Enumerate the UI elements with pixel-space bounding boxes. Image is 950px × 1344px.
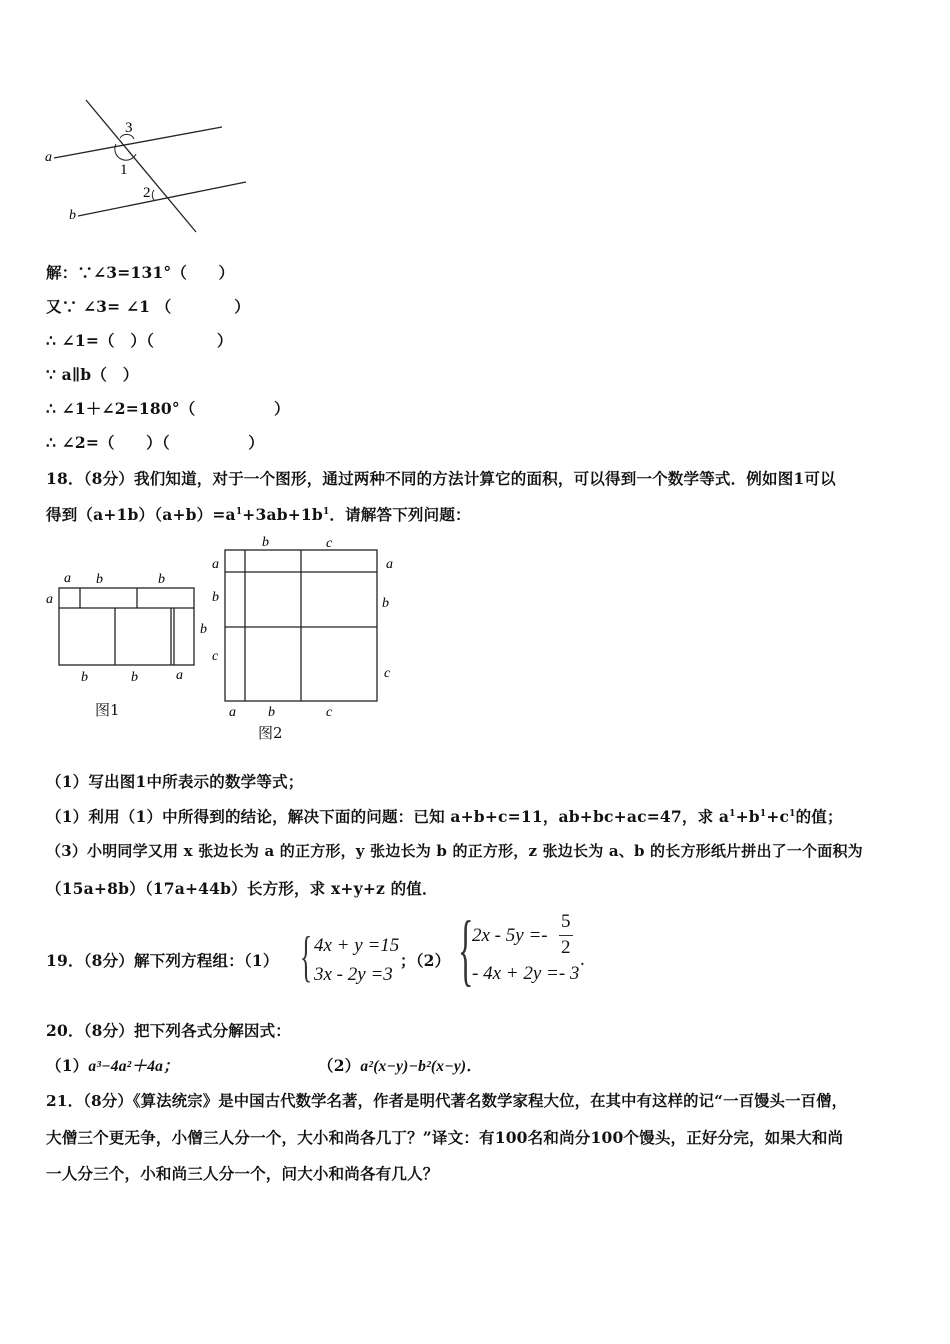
fig1-top-b1: b (96, 572, 103, 587)
q18-stem-line2 (46, 503, 471, 525)
q21-line1: 21．（8分）《算法统宗》是中国古代数学名著，作者是明代著名数学家程大位，在其中有这样的记“一百馒头一百僧， (46, 1092, 848, 1110)
q20-part1 (46, 1054, 179, 1076)
fig1-left-a: a (46, 592, 53, 607)
label-1: 1 (120, 162, 128, 178)
q18-sub2-sup2: 1 (759, 808, 767, 819)
q20-stem: 20．（8分）把下列各式分解因式： (46, 1021, 292, 1040)
fig2-bot-b: b (268, 705, 275, 720)
q21-line3: 一人分三个，小和尚三人分一个，问大小和尚各有几人？ (46, 1164, 439, 1183)
fig2-right-c: c (384, 666, 391, 681)
transversal (86, 100, 196, 232)
label-3: 3 (125, 120, 133, 136)
q18-l2-post: ．请解答下列问题： (329, 505, 471, 524)
q19-stem: 19．（8分）解下列方程组：（1） (46, 951, 279, 970)
fig1-caption: 图1 (95, 701, 120, 719)
proof-line-2: 又∵ ∠3= ∠1 （ ） (46, 297, 250, 316)
label-a: a (45, 150, 52, 165)
label-2: 2 (143, 185, 151, 201)
q18-sub3-line1: （3）小明同学又用 x 张边长为 a 的正方形，y 张边长为 b 的正方形，z 张边长为 a、b 的长方形纸片拼出了一个面积为 (46, 842, 863, 860)
q20-part2 (318, 1054, 482, 1076)
line-b (78, 182, 246, 216)
sys2-eq2: - 4x + 2y =- 3 (472, 963, 580, 984)
sys2-end: . (580, 949, 585, 970)
q18-stem-line1: 18．（8分）我们知道，对于一个图形，通过两种不同的方法计算它的面积，可以得到一个数学等式．例如图1可以 (46, 469, 836, 488)
q18-sub1: （1）写出图1中所表示的数学等式； (46, 772, 304, 791)
fig2-left-b: b (212, 590, 219, 605)
fig1-bot-b1: b (81, 670, 88, 685)
q18-l2-sup1: 1 (235, 506, 243, 517)
parallel-lines-figure (40, 95, 260, 240)
fig2-right-a: a (386, 557, 393, 572)
sys1-brace: { (300, 926, 313, 988)
proof-line-6: ∴ ∠2=（ ）（ ） (46, 433, 264, 452)
proof-line-5: ∴ ∠1＋∠2=180°（ ） (46, 399, 290, 418)
proof-line-1: 解：∵∠3=131°（ ） (46, 263, 235, 282)
q18-l2-pre: 得到（a+1b）（a+b）=a (46, 505, 236, 524)
q20-p2-label: （2） (318, 1056, 361, 1075)
fig1-top-a: a (64, 571, 71, 586)
proof-line-4: ∵ a∥b（ ） (46, 365, 139, 384)
q20-p1-label: （1） (46, 1056, 89, 1075)
q20-p2-expr: a²(x−y)−b²(x−y)． (360, 1058, 482, 1075)
q18-sub2-pre: （1）利用（1）中所得到的结论，解决下面的问题：已知 a+b+c=11，ab+bc+ac=47，求 a (46, 807, 730, 826)
sys2-eq1: 2x - 5y =- (472, 925, 548, 946)
fig2-bot-c: c (326, 705, 333, 720)
q19-sep: ；（2） (400, 951, 451, 970)
fig1-bot-b2: b (131, 670, 138, 685)
fig2-left-c: c (212, 649, 219, 664)
q20-p1-expr: a³−4a²＋4a； (88, 1058, 179, 1075)
sys2-frac-den: 2 (561, 937, 571, 958)
fig2-caption: 图2 (258, 724, 283, 742)
label-b: b (69, 208, 76, 223)
q18-l2-sup2: 1 (322, 506, 330, 517)
fig2-top-c: c (326, 536, 333, 551)
fig2-bot-a: a (229, 705, 236, 720)
q18-sub2-mid1: +b (735, 807, 760, 826)
sys2-frac-num: 5 (561, 911, 571, 932)
figure-2 (205, 530, 405, 725)
fig2-left-a: a (212, 557, 219, 572)
sys2-brace: { (458, 906, 474, 994)
fig1-top-b2: b (158, 572, 165, 587)
figure-1 (40, 565, 220, 690)
q18-sub2-mid2: +c (766, 807, 790, 826)
sys1-eq2: 3x - 2y =3 (314, 964, 393, 985)
angle-arc-2 (152, 190, 155, 201)
proof-line-3: ∴ ∠1=（ ）（ ） (46, 331, 233, 350)
q18-sub2-post: 的值； (795, 807, 843, 826)
q18-sub2-sup3: 1 (789, 808, 796, 819)
fig2-top-b: b (262, 535, 269, 550)
sys1-eq1: 4x + y =15 (314, 935, 400, 956)
q18-sub2-sup1: 1 (729, 808, 736, 819)
q18-sub3-line2: （15a+8b）（17a+44b）长方形，求 x+y+z 的值． (46, 879, 438, 898)
line-a (54, 127, 222, 158)
fig1-right-b: b (200, 622, 207, 637)
fig2-right-b: b (382, 596, 389, 611)
q21-line2: 大僧三个更无争，小僧三人分一个，大小和尚各几丁？”译文：有100名和尚分100个馒头，正好分完，如果大和尚 (46, 1128, 844, 1147)
sys2-frac-bar (559, 935, 573, 936)
q18-l2-mid: +3ab+1b (242, 505, 323, 524)
fig1-bot-a: a (176, 668, 183, 683)
q18-sub2 (46, 805, 843, 827)
